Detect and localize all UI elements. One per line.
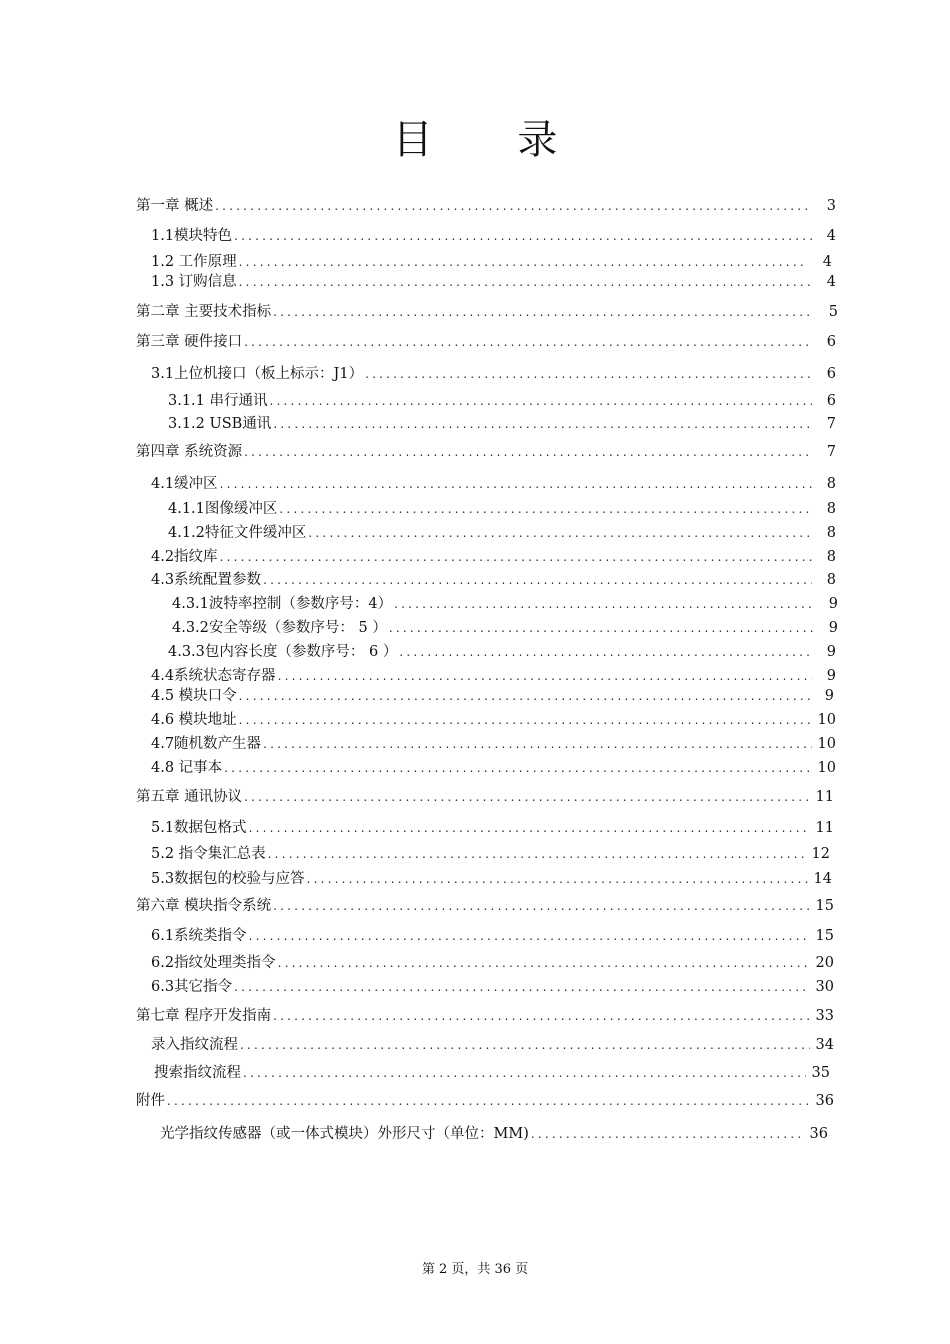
toc-entry[interactable] [136, 1004, 834, 1024]
toc-entry-label: 1.2 工作原理 [151, 254, 237, 270]
toc-entry-label: 4.1.1图像缓冲区 [168, 501, 278, 517]
toc-entry-label: 第五章 通讯协议 [136, 789, 243, 805]
toc-entry-page: 20 [815, 955, 834, 971]
toc-entry[interactable] [151, 842, 830, 862]
toc-entry-label: 3.1上位机接口（板上标示：J1） [151, 366, 364, 382]
toc-entry-label: 6.3其它指令 [151, 979, 233, 995]
toc-entry[interactable] [151, 867, 832, 887]
toc-entry-page: 4 [826, 274, 836, 290]
toc-entry[interactable] [151, 732, 836, 752]
dot-leader [215, 199, 812, 213]
toc-entry-page: 30 [815, 979, 834, 995]
toc-entry-page: 4 [826, 228, 836, 244]
toc-entry-label: 光学指纹传感器（或一体式模块）外形尺寸（单位：MM) [160, 1126, 529, 1142]
toc-entry-label: 4.6 模块地址 [151, 712, 237, 728]
toc-entry[interactable] [151, 924, 834, 944]
toc-entry[interactable] [172, 616, 838, 636]
toc-entry-page: 10 [817, 760, 836, 776]
dot-leader [244, 335, 812, 349]
toc-entry-page: 15 [815, 928, 834, 944]
toc-entry[interactable] [151, 1033, 834, 1053]
toc-entry-page: 7 [826, 444, 836, 460]
toc-entry-label: 4.8 记事本 [151, 760, 223, 776]
toc-entry-label: 3.1.1 串行通讯 [168, 393, 268, 409]
dot-leader [239, 689, 810, 703]
toc-entry[interactable] [151, 975, 834, 995]
toc-entry-page: 6 [826, 393, 836, 409]
toc-entry-label: 4.3.3包内容长度（参数序号： 6 ） [168, 644, 398, 660]
dot-leader [263, 737, 811, 751]
dot-leader [273, 1009, 809, 1023]
dot-leader [273, 417, 812, 431]
toc-entry-page: 12 [811, 846, 830, 862]
dot-leader [244, 790, 809, 804]
toc-entry[interactable] [136, 1089, 834, 1109]
toc-entry[interactable] [168, 521, 836, 541]
toc-entry[interactable] [151, 545, 836, 565]
dot-leader [224, 761, 811, 775]
toc-entry-page: 7 [826, 416, 836, 432]
dot-leader [268, 847, 806, 861]
toc-entry[interactable] [172, 592, 838, 612]
dot-leader [234, 229, 812, 243]
toc-entry[interactable] [151, 362, 836, 382]
toc-entry-label: 4.4系统状态寄存器 [151, 668, 276, 684]
dot-leader [394, 597, 814, 611]
toc-entry-label: 4.1缓冲区 [151, 476, 218, 492]
toc-entry-page: 11 [815, 820, 834, 836]
toc-entry-label: 1.3 订购信息 [151, 274, 237, 290]
toc-entry-page: 36 [809, 1126, 828, 1142]
toc-entry-page: 9 [824, 688, 834, 704]
toc-entry-page: 4 [822, 254, 832, 270]
toc-entry-label: 第一章 概述 [136, 198, 214, 214]
toc-entry[interactable] [168, 497, 836, 517]
toc-entry-label: 5.3数据包的校验与应答 [151, 871, 305, 887]
toc-entry-page: 9 [826, 668, 836, 684]
toc-entry[interactable] [151, 270, 836, 290]
dot-leader [249, 821, 810, 835]
page-footer: 第 2 页，共 36 页 [421, 1262, 529, 1277]
toc-entry-label: 4.3.2安全等级（参数序号： 5 ） [172, 620, 387, 636]
toc-entry-label: 4.2指纹库 [151, 549, 218, 565]
dot-leader [239, 713, 812, 727]
toc-entry-label: 第四章 系统资源 [136, 444, 243, 460]
toc-entry[interactable] [168, 412, 836, 432]
toc-entry-page: 14 [813, 871, 832, 887]
toc-entry-page: 9 [828, 596, 838, 612]
toc-entry-label: 5.1数据包格式 [151, 820, 247, 836]
dot-leader [270, 394, 812, 408]
dot-leader [389, 621, 814, 635]
toc-entry-label: 第三章 硬件接口 [136, 334, 243, 350]
toc-entry[interactable] [151, 708, 836, 728]
toc-entry-page: 35 [811, 1065, 830, 1081]
toc-entry[interactable] [151, 568, 836, 588]
toc-entry-label: 4.3系统配置参数 [151, 572, 262, 588]
toc-entry-page: 10 [817, 736, 836, 752]
toc-entry[interactable] [136, 194, 836, 214]
toc-entry-page: 6 [826, 334, 836, 350]
toc-entry[interactable] [154, 1061, 830, 1081]
toc-entry-label: 4.7随机数产生器 [151, 736, 262, 752]
toc-entry-label: 3.1.2 USB通讯 [168, 416, 272, 432]
toc-entry-page: 3 [826, 198, 836, 214]
dot-leader [399, 645, 812, 659]
toc-entry[interactable] [151, 472, 836, 492]
toc-entry-page: 8 [826, 572, 836, 588]
toc-entry-label: 录入指纹流程 [151, 1037, 238, 1053]
dot-leader [531, 1127, 804, 1141]
dot-leader [240, 1038, 810, 1052]
dot-leader [279, 502, 812, 516]
toc-entry-label: 1.1模块特色 [151, 228, 233, 244]
toc-entry-page: 34 [815, 1037, 834, 1053]
toc-entry[interactable] [136, 440, 836, 460]
toc-entry[interactable] [136, 785, 834, 805]
dot-leader [278, 669, 812, 683]
toc-entry[interactable] [151, 756, 836, 776]
toc-entry[interactable] [136, 300, 838, 320]
toc-entry-page: 36 [815, 1093, 834, 1109]
toc-entry-page: 8 [826, 549, 836, 565]
dot-leader [273, 899, 809, 913]
toc-entry-page: 10 [817, 712, 836, 728]
toc-entry-page: 9 [826, 644, 836, 660]
dot-leader [249, 929, 810, 943]
dot-leader [167, 1094, 810, 1108]
toc-entry[interactable] [151, 250, 832, 270]
toc-entry-label: 6.1系统类指令 [151, 928, 247, 944]
toc-entry-page: 8 [826, 501, 836, 517]
toc-entry-label: 6.2指纹处理类指令 [151, 955, 276, 971]
dot-leader [244, 445, 812, 459]
toc-entry-page: 8 [826, 476, 836, 492]
toc-entry-page: 8 [826, 525, 836, 541]
toc-entry[interactable] [160, 1122, 828, 1142]
toc-entry-label: 4.3.1波特率控制（参数序号：4） [172, 596, 393, 612]
dot-leader [239, 275, 812, 289]
toc-entry[interactable] [136, 330, 836, 350]
toc-entry-page: 11 [815, 789, 834, 805]
toc-entry-page: 5 [828, 304, 838, 320]
dot-leader [263, 573, 812, 587]
toc-entry[interactable] [168, 389, 836, 409]
toc-entry[interactable] [151, 684, 834, 704]
page-title: 目 录 [392, 117, 594, 163]
toc-entry-label: 4.1.2特征文件缓冲区 [168, 525, 307, 541]
dot-leader [307, 872, 808, 886]
toc-entry-label: 5.2 指令集汇总表 [151, 846, 266, 862]
dot-leader [234, 980, 809, 994]
toc-entry[interactable] [136, 894, 834, 914]
toc-entry-page: 33 [815, 1008, 834, 1024]
toc-entry-label: 第七章 程序开发指南 [136, 1008, 272, 1024]
dot-leader [220, 550, 812, 564]
toc-entry-page: 9 [828, 620, 838, 636]
dot-leader [278, 956, 810, 970]
toc-entry-label: 4.5 模块口令 [151, 688, 237, 704]
dot-leader [365, 367, 812, 381]
toc-entry-label: 第六章 模块指令系统 [136, 898, 272, 914]
toc-entry-label: 第二章 主要技术指标 [136, 304, 272, 320]
dot-leader [239, 255, 808, 269]
toc-entry-page: 15 [815, 898, 834, 914]
dot-leader [273, 305, 814, 319]
toc-entry-page: 6 [826, 366, 836, 382]
toc-entry[interactable] [168, 640, 836, 660]
toc-entry[interactable] [151, 224, 836, 244]
dot-leader [308, 526, 812, 540]
toc-entry[interactable] [151, 816, 834, 836]
toc-entry[interactable] [151, 664, 836, 684]
toc-entry-label: 附件 [136, 1093, 165, 1109]
dot-leader [220, 477, 812, 491]
dot-leader [243, 1066, 806, 1080]
toc-entry[interactable] [151, 951, 834, 971]
toc-entry-label: 搜索指纹流程 [154, 1065, 241, 1081]
